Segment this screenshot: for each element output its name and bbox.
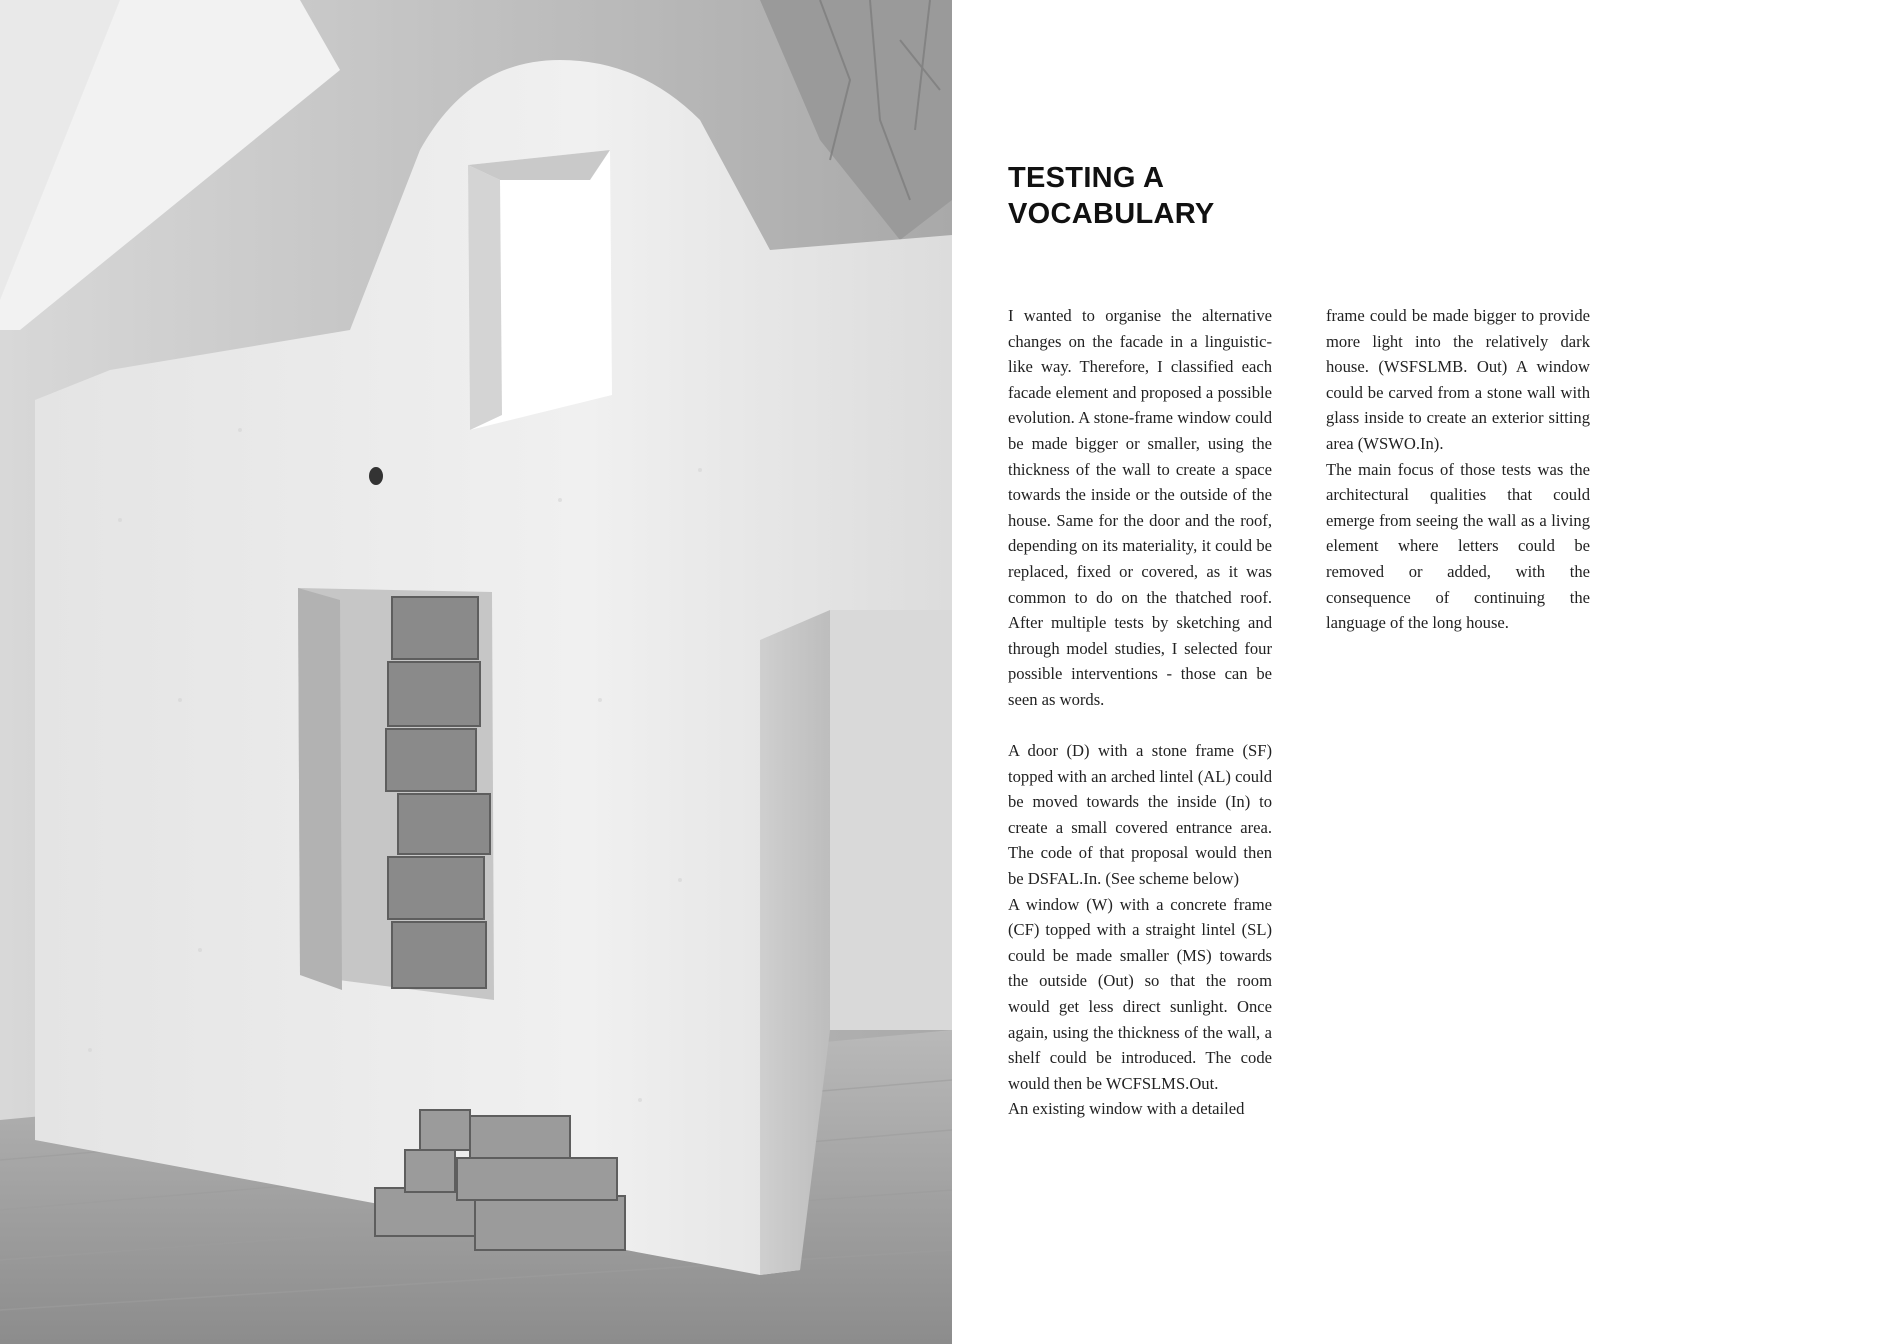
page-title-line-2: VOCABULARY bbox=[1008, 198, 1215, 230]
page-title-line-1: TESTING A bbox=[1008, 162, 1165, 194]
page-title bbox=[1008, 160, 1215, 232]
paragraph: frame could be made bigger to provide more light into the relatively dark house. (WSFSLMB. Out) A window could be carved from a stone wall with glass inside to create an exterior sitting area (WSWO.In). bbox=[1326, 306, 1590, 453]
paragraph: A window (W) with a concrete frame (CF) topped with a straight lintel (SL) could be made smaller (MS) towards the outside (Out) so that the room would get less direct sunlight. Once again, using the thickness of the wall, a shelf could be introduced. The code would then be WCFSLMS.Out. bbox=[1008, 894, 1272, 1093]
text-column-right bbox=[1326, 303, 1590, 636]
paragraph: The main focus of those tests was the architectural qualities that could emerge from seeing the wall as a living element where letters could be removed or added, with the consequence of continuing the language of the long house. bbox=[1326, 459, 1590, 633]
paragraph: A door (D) with a stone frame (SF) topped with an arched lintel (AL) could be moved towards the inside (In) to create a small covered entrance area. The code of that proposal would then be DSFAL.In. (See scheme below) bbox=[1008, 741, 1272, 889]
text-column-left bbox=[1008, 303, 1272, 1122]
paragraph: An existing window with a detailed bbox=[1008, 1099, 1245, 1119]
text-page bbox=[952, 0, 1900, 1344]
paragraph: I wanted to organise the alternative changes on the facade in a linguistic-like way. Therefore, I classified each facade element and proposed a possible evolution. A stone-frame window could be made bigger or smaller, using the thickness of the wall to create a space towards the inside or the outside of the house. Same for the door and the roof, depending on its materiality, it could be replaced, fixed or covered, as it was common to do on the thatched roof. After multiple tests by sketching and through model studies, I selected four possible interventions - those can be seen as words. bbox=[1008, 306, 1272, 709]
